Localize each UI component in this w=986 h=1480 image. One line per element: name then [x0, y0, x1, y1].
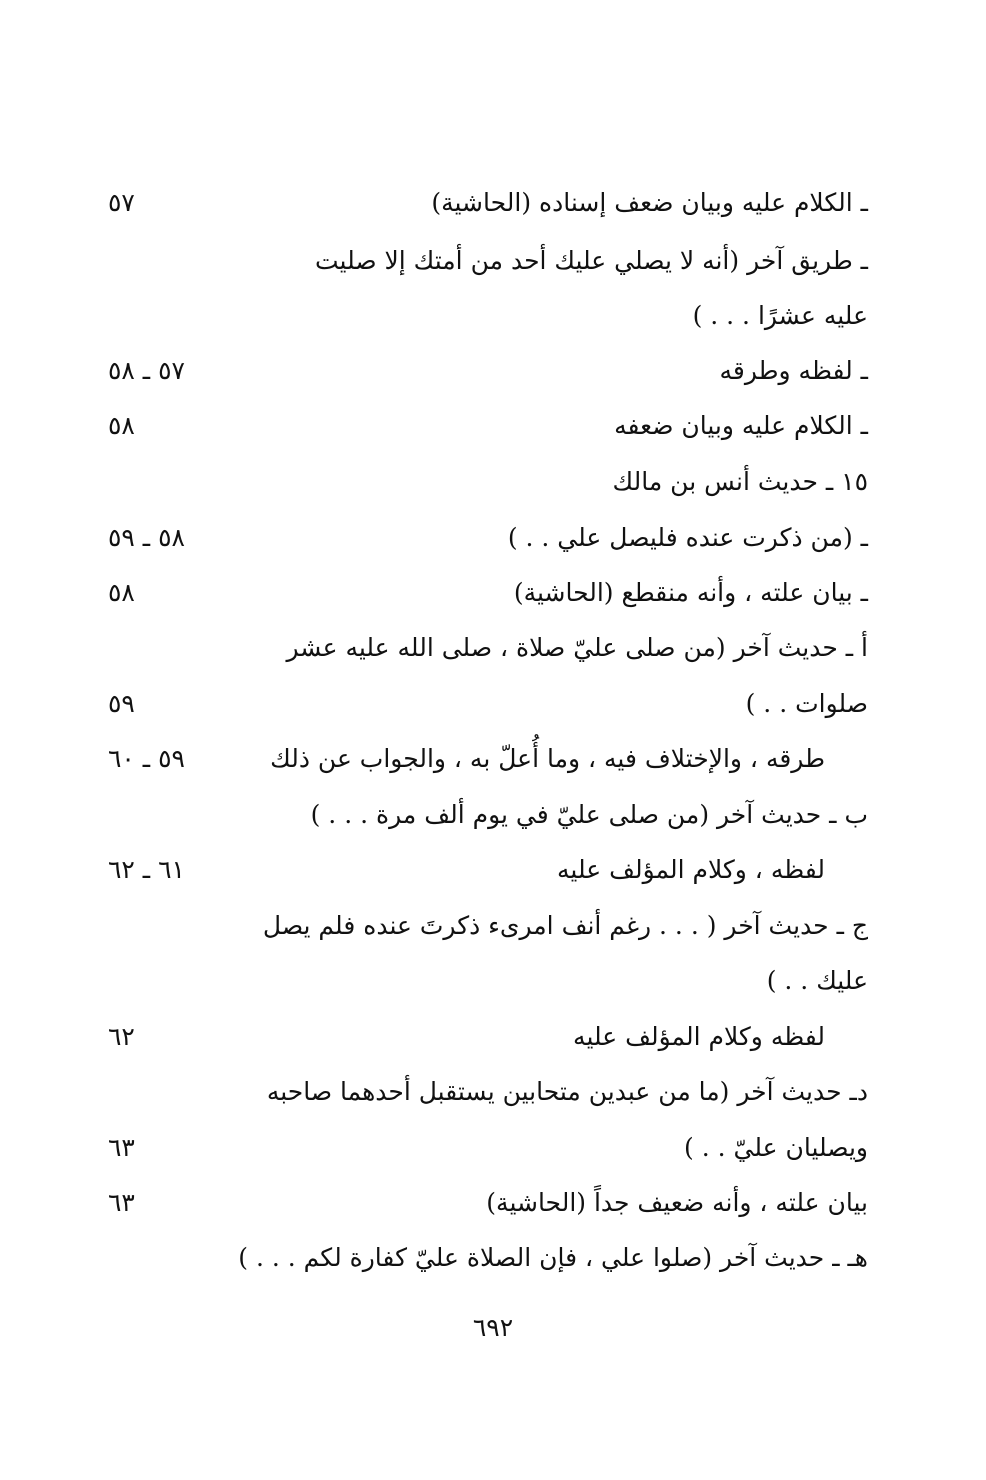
toc-entry — [90, 787, 880, 843]
toc-entry-text: ـ الكلام عليه وبيان ضعف إسناده (الحاشية) — [431, 188, 868, 217]
toc-entry-page: ٦٣ — [108, 1133, 135, 1162]
toc-entry-text: عليه عشرًا . . . ) — [692, 301, 868, 330]
toc-entry — [90, 676, 880, 732]
toc-entry — [90, 343, 880, 399]
toc-entry-page: ٥٩ — [108, 689, 135, 718]
toc-entry-page: ٥٧ ـ ٥٨ — [108, 356, 185, 385]
toc-entry — [90, 1230, 880, 1286]
toc-entry-page: ٥٩ ـ ٦٠ — [108, 744, 185, 773]
toc-entry-text: ـ بيان علته ، وأنه منقطع (الحاشية) — [513, 578, 868, 607]
toc-entry — [90, 565, 880, 621]
toc-entry-text: لفظه ، وكلام المؤلف عليه — [557, 855, 825, 884]
toc-entry-text: لفظه وكلام المؤلف عليه — [573, 1022, 825, 1051]
toc-entry-page: ٦٣ — [108, 1188, 135, 1217]
toc-entry — [90, 1175, 880, 1231]
toc-entry — [90, 1120, 880, 1176]
toc-entry-text: هـ ـ حديث آخر (صلوا علي ، فإن الصلاة عليّ كفارة لكم . . . ) — [238, 1243, 868, 1272]
toc-entry-text: صلوات . . ) — [745, 689, 868, 718]
toc-entry-text: ب ـ حديث آخر (من صلى عليّ في يوم ألف مرة . . . ) — [310, 800, 868, 829]
toc-entry-page: ٦٢ — [108, 1022, 135, 1051]
toc-entry — [90, 454, 880, 510]
toc-entry — [90, 233, 880, 289]
page-number: ٦٩٢ — [472, 1313, 514, 1342]
toc-entry-text: أ ـ حديث آخر (من صلى عليّ صلاة ، صلى الله عليه عشر — [286, 633, 868, 662]
toc-entry — [90, 731, 880, 787]
toc-entry — [90, 288, 880, 344]
toc-entry-page: ٦١ ـ ٦٢ — [108, 855, 185, 884]
toc-entry-text: ١٥ ـ حديث أنس بن مالك — [612, 467, 868, 496]
toc-entry — [90, 620, 880, 676]
toc-entry-text: عليك . . ) — [766, 966, 868, 995]
toc-entry — [90, 1064, 880, 1120]
toc-entry — [90, 842, 880, 898]
toc-entry — [90, 398, 880, 454]
toc-entry — [90, 510, 880, 566]
toc-entry-text: ـ (من ذكرت عنده فليصل علي . . ) — [507, 523, 868, 552]
toc-entry-text: ج ـ حديث آخر ( . . . رغم أنف امرىء ذكرتَ عنده فلم يصل — [262, 911, 868, 940]
toc-entry-page: ٥٨ ـ ٥٩ — [108, 523, 185, 552]
toc-entry — [90, 953, 880, 1009]
toc-entry-text: بيان علته ، وأنه ضعيف جداً (الحاشية) — [486, 1188, 868, 1217]
toc-entry-text: طرقه ، والإختلاف فيه ، وما أُعلّ به ، والجواب عن ذلك — [270, 744, 825, 773]
toc-entry-text: ـ الكلام عليه وبيان ضعفه — [614, 411, 868, 440]
toc-entry — [90, 898, 880, 954]
toc-entry-text: ـ لفظه وطرقه — [719, 356, 868, 385]
toc-entry — [90, 175, 880, 231]
toc-entry-text: ويصليان عليّ . . ) — [684, 1133, 868, 1162]
toc-entry-text: ـ طريق آخر (أنه لا يصلي عليك أحد من أمتك إلا صليت — [314, 246, 868, 275]
toc-entry-text: دـ حديث آخر (ما من عبدين متحابين يستقبل أحدهما صاحبه — [266, 1077, 868, 1106]
toc-entry-page: ٥٧ — [108, 188, 135, 217]
toc-entry-page: ٥٨ — [108, 578, 135, 607]
toc-entry-page: ٥٨ — [108, 411, 135, 440]
toc-entry — [90, 1009, 880, 1065]
